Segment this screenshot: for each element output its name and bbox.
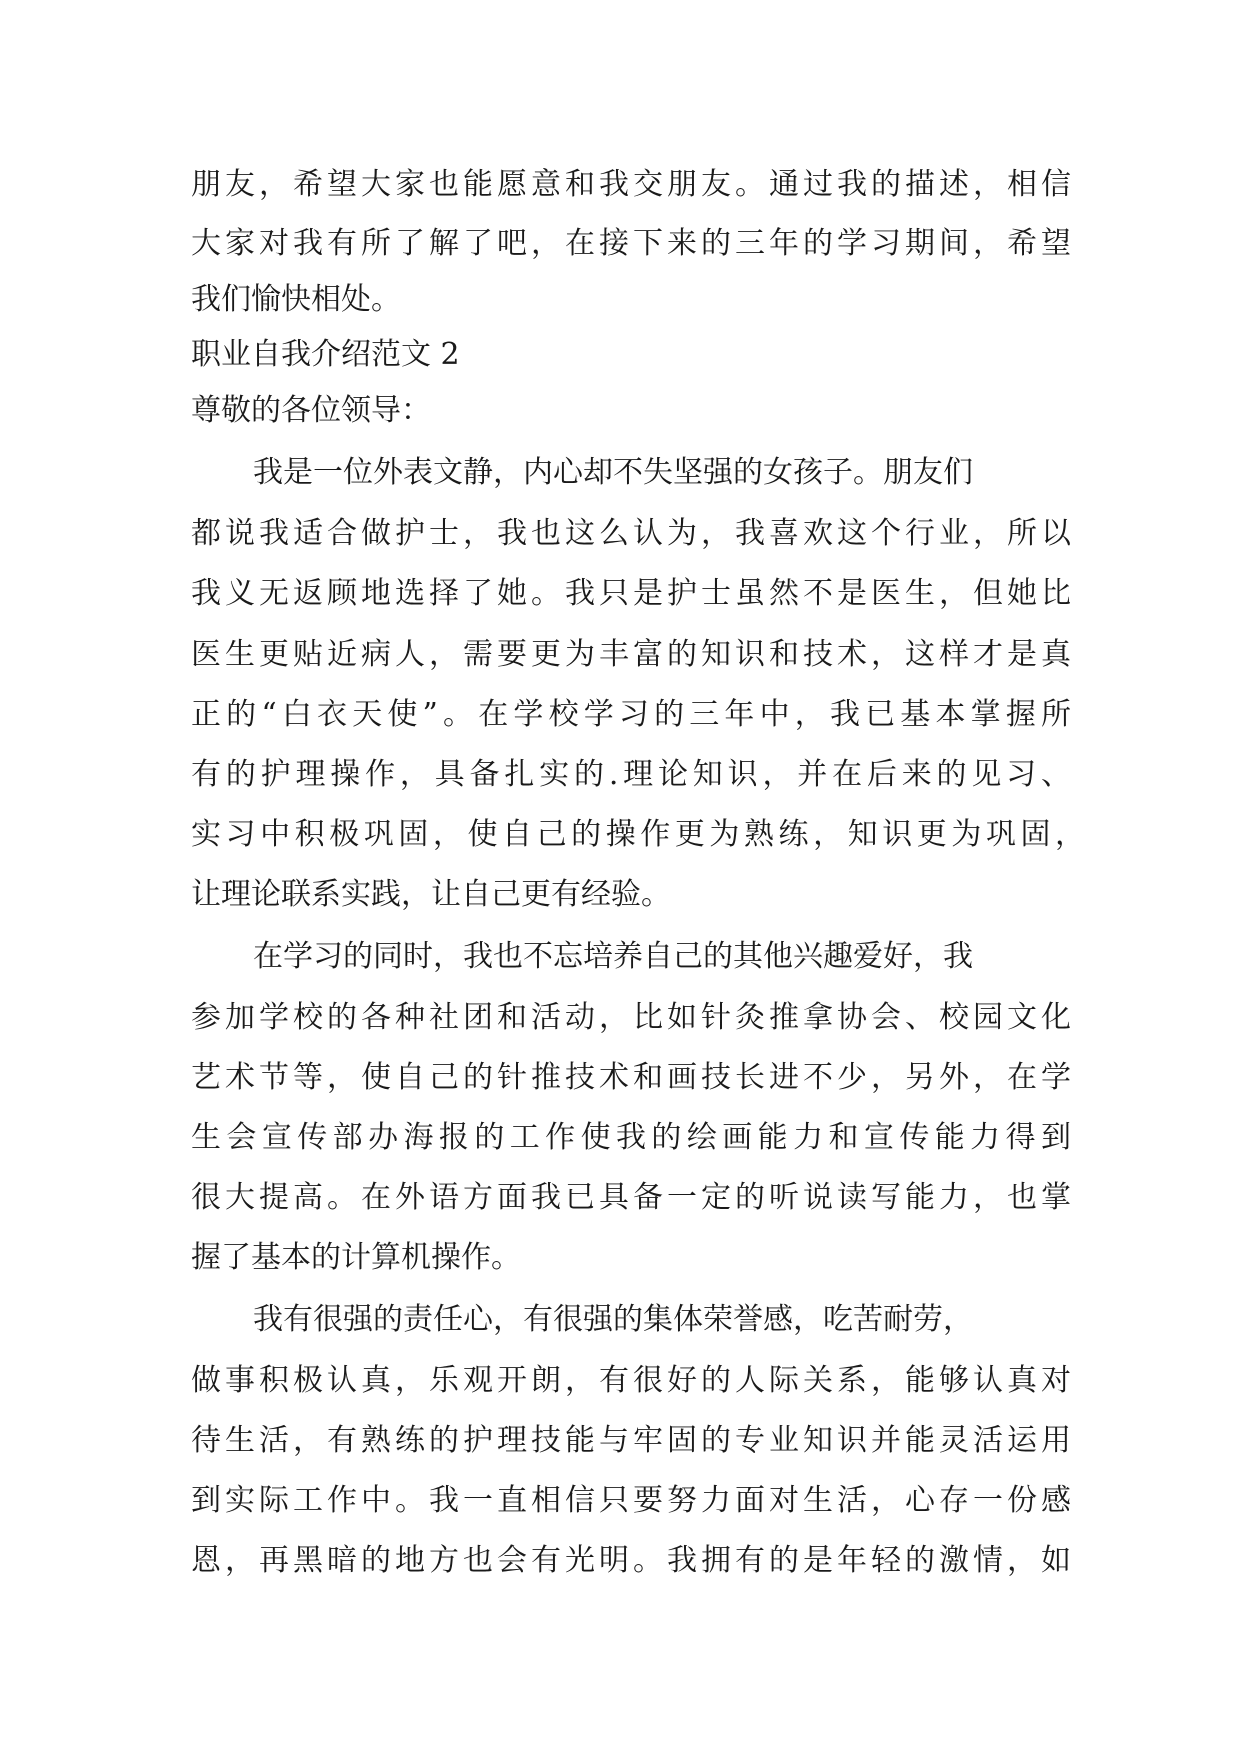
text-line: 医生更贴近病人，需要更为丰富的知识和技术，这样才是真 [191,637,1071,672]
text-line: 待生活，有熟练的护理技能与牢固的专业知识并能灵活运用 [191,1423,1071,1458]
text-line: 大家对我有所了解了吧，在接下来的三年的学习期间，希望 [191,226,1071,261]
text-line: 朋友，希望大家也能愿意和我交朋友。通过我的描述，相信 [191,167,1071,202]
text-line: 到实际工作中。我一直相信只要努力面对生活，心存一份感 [191,1483,1071,1518]
text-line: 我义无返顾地选择了她。我只是护士虽然不是医生，但她比 [191,576,1071,611]
text-line: 艺术节等，使自己的针推技术和画技长进不少，另外，在学 [191,1060,1071,1095]
text-line: 在学习的同时，我也不忘培养自己的其他兴趣爱好，我 [253,939,973,974]
text-line: 正的“白衣天使”。在学校学习的三年中，我已基本掌握所 [191,697,1071,732]
text-line: 握了基本的计算机操作。 [191,1240,521,1275]
text-line: 参加学校的各种社团和活动，比如针灸推拿协会、校园文化 [191,1000,1071,1035]
text-line: 有的护理操作，具备扎实的.理论知识，并在后来的见习、 [191,757,1071,792]
text-line: 实习中积极巩固，使自己的操作更为熟练，知识更为巩固， [191,817,1085,852]
text-line: 我们愉快相处。 [191,282,401,317]
section-heading: 职业自我介绍范文 2 [191,337,460,372]
text-line: 都说我适合做护士，我也这么认为，我喜欢这个行业，所以 [191,516,1071,551]
text-line: 我有很强的责任心，有很强的集体荣誉感，吃苦耐劳， [253,1302,973,1337]
text-line: 生会宣传部办海报的工作使我的绘画能力和宣传能力得到 [191,1120,1071,1155]
text-line: 很大提高。在外语方面我已具备一定的听说读写能力，也掌 [191,1180,1071,1215]
text-line: 让理论联系实践，让自己更有经验。 [191,877,671,912]
text-line: 我是一位外表文静，内心却不失坚强的女孩子。朋友们 [253,455,973,490]
text-line: 做事积极认真，乐观开朗，有很好的人际关系，能够认真对 [191,1363,1071,1398]
text-line: 恩，再黑暗的地方也会有光明。我拥有的是年轻的激情，如 [191,1543,1071,1578]
salutation: 尊敬的各位领导： [191,393,431,428]
